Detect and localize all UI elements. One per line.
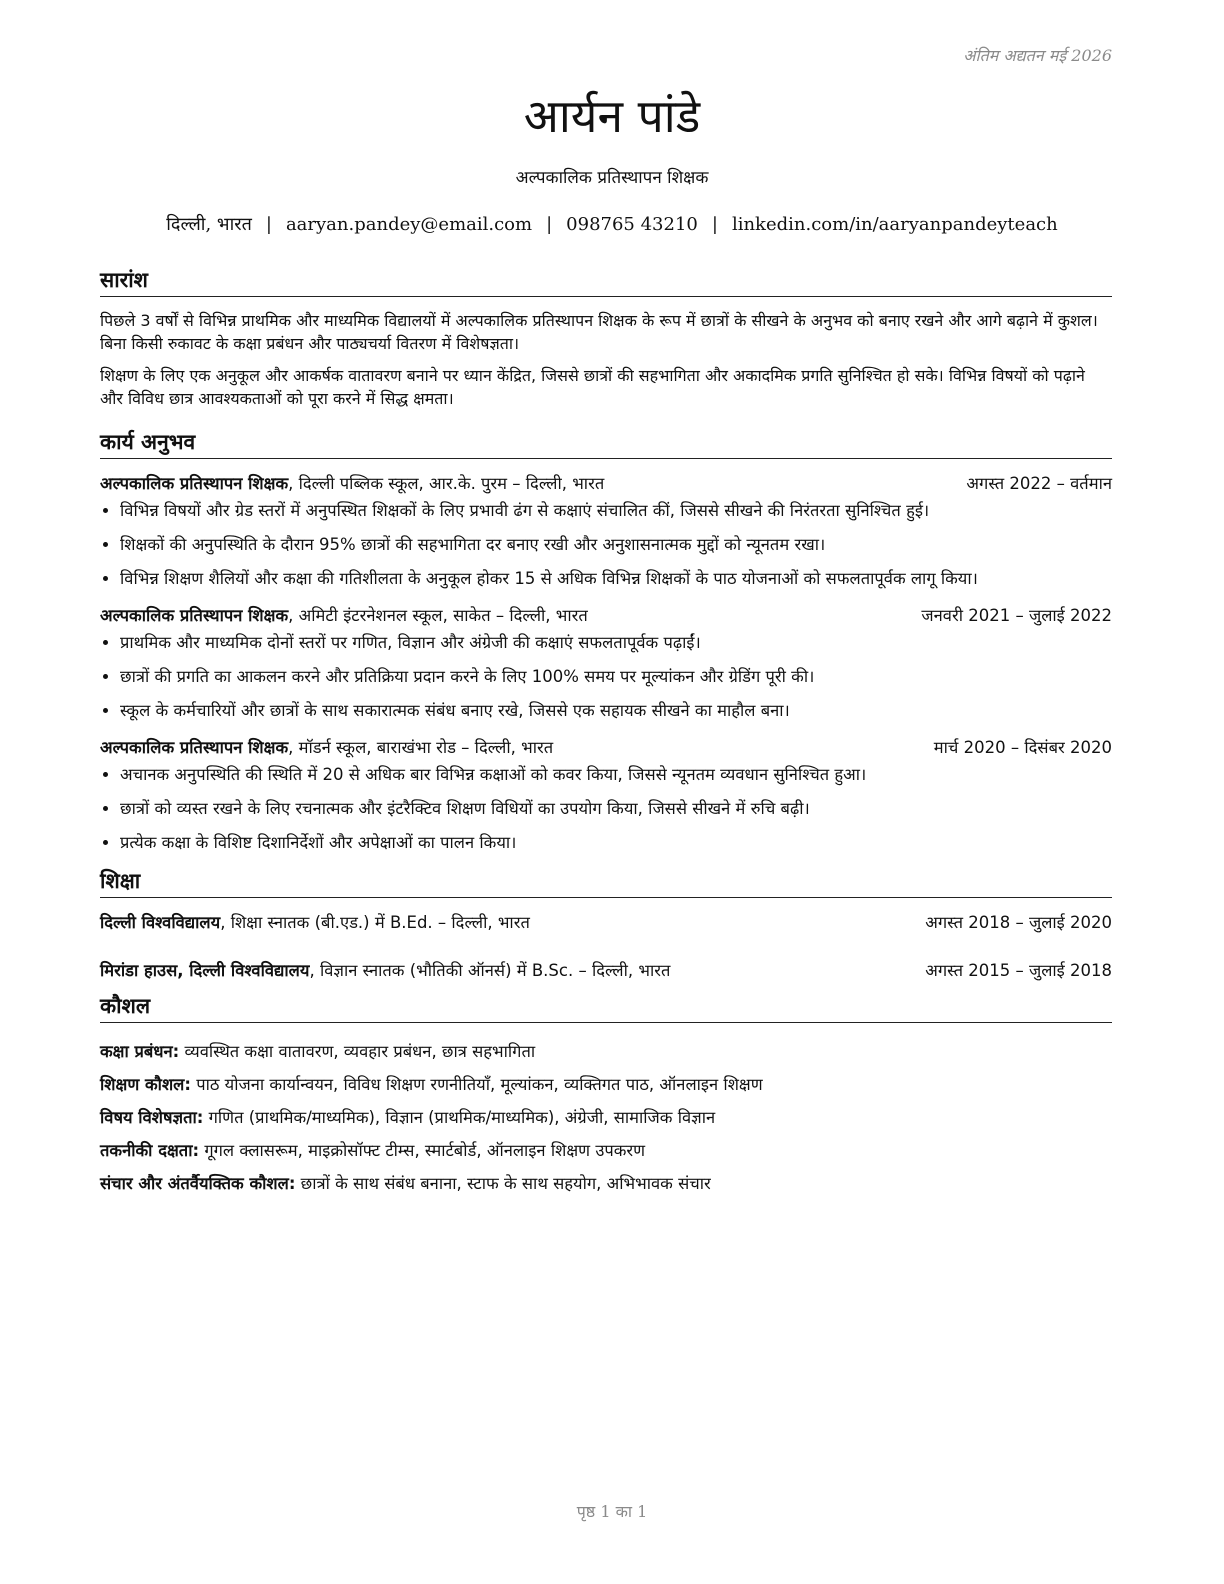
job-bullet: • स्कूल के कर्मचारियों और छात्रों के साथ सकारात्मक संबंध बनाए रखे, जिससे एक सहायक सीखने का माहौल बना।: [120, 699, 1112, 723]
contact-phone[interactable]: 098765 43210: [566, 214, 698, 235]
contact-location: दिल्ली, भारत: [166, 214, 252, 235]
job-entry: [100, 603, 1112, 723]
education-school: मिरांडा हाउस, दिल्ली विश्वविद्यालय: [100, 961, 310, 980]
education-section: [100, 867, 1112, 984]
skills-section: [100, 992, 1112, 1200]
job-bullets: [100, 499, 1112, 591]
job-place: , दिल्ली पब्लिक स्कूल, आर.के. पुरम – दिल्ली, भारत: [288, 474, 605, 493]
job-bullet: • छात्रों की प्रगति का आकलन करने और प्रतिक्रिया प्रदान करने के लिए 100% समय पर मूल्यांकन और ग्रेडिंग पूरी की।: [120, 665, 1112, 689]
job-role: अल्पकालिक प्रतिस्थापन शिक्षक: [100, 606, 289, 625]
job-bullet: • अचानक अनुपस्थिति की स्थिति में 20 से अधिक बार विभिन्न कक्षाओं को कवर किया, जिससे न्यूनतम व्यवधान सुनिश्चित हुआ।: [120, 763, 1112, 787]
candidate-role: अल्पकालिक प्रतिस्थापन शिक्षक: [515, 168, 709, 188]
job-bullet: • शिक्षकों की अनुपस्थिति के दौरान 95% छात्रों की सहभागिता दर बनाए रखी और अनुशासनात्मक मुद्दों को न्यूनतम रखा।: [120, 533, 1112, 557]
job-place: , मॉडर्न स्कूल, बाराखंभा रोड – दिल्ली, भारत: [288, 738, 554, 757]
job-entry: [100, 471, 1112, 591]
job-header: [100, 603, 1112, 629]
skill-row: [100, 1035, 1112, 1068]
education-school: दिल्ली विश्वविद्यालय: [100, 913, 221, 932]
resume-body: [100, 266, 1112, 1200]
summary-paragraph: शिक्षण के लिए एक अनुकूल और आकर्षक वातावरण बनाने पर ध्यान केंद्रित, जिससे छात्रों की सहभागिता और अकादमिक प्रगति सुनिश्चित हो सके। विभिन्न विषयों को पढ़ाने और विविध छात्र आवश्यकताओं को पूरा करने में सिद्ध क्षमता।: [100, 366, 1085, 408]
skills-heading: कौशल: [100, 992, 1112, 1023]
contact-linkedin[interactable]: linkedin.com/in/aaryanpandeyteach: [731, 214, 1058, 235]
last-updated: अंतिम अद्यतन मई 2026: [963, 46, 1112, 65]
skill-row: [100, 1068, 1112, 1101]
skill-label: तकनीकी दक्षता:: [100, 1141, 200, 1160]
job-dates: मार्च 2020 – दिसंबर 2020: [933, 738, 1112, 757]
skill-label: संचार और अंतर्वैयक्तिक कौशल:: [100, 1174, 296, 1193]
skill-label: शिक्षण कौशल:: [100, 1075, 191, 1094]
skill-label: कक्षा प्रबंधन:: [100, 1042, 180, 1061]
job-header: [100, 735, 1112, 761]
job-bullet: • प्राथमिक और माध्यमिक दोनों स्तरों पर गणित, विज्ञान और अंग्रेजी की कक्षाएं सफलतापूर्वक पढ़ाईं।: [120, 631, 1112, 655]
experience-section: [100, 428, 1112, 855]
contact-separator: |: [546, 214, 553, 235]
education-entry: [100, 958, 1112, 984]
skill-value: व्यवस्थित कक्षा वातावरण, व्यवहार प्रबंधन, छात्र सहभागिता: [179, 1042, 536, 1061]
skill-row: [100, 1167, 1112, 1200]
skill-row: [100, 1101, 1112, 1134]
job-entry: [100, 735, 1112, 855]
education-degree: , विज्ञान स्नातक (भौतिकी ऑनर्स) में B.Sc. – दिल्ली, भारत: [309, 961, 671, 980]
experience-heading: कार्य अनुभव: [100, 428, 1112, 459]
summary-paragraph: पिछले 3 वर्षों से विभिन्न प्राथमिक और माध्यमिक विद्यालयों में अल्पकालिक प्रतिस्थापन शिक्षक के रूप में छात्रों के सीखने के अनुभव को बनाए रखने और आगे बढ़ाने में कुशल। बिना किसी रुकावट के कक्षा प्रबंधन और पाठ्यचर्या वितरण में विशेषज्ञता।: [100, 311, 1098, 353]
job-dates: जनवरी 2021 – जुलाई 2022: [921, 606, 1112, 625]
education-entry: [100, 910, 1112, 936]
contact-line: [0, 212, 1224, 238]
job-bullets: [100, 631, 1112, 723]
skill-row: [100, 1134, 1112, 1167]
skill-value: गूगल क्लासरूम, माइक्रोसॉफ्ट टीम्स, स्मार्टबोर्ड, ऑनलाइन शिक्षण उपकरण: [199, 1141, 646, 1160]
contact-email[interactable]: aaryan.pandey@email.com: [285, 214, 533, 235]
job-header: [100, 471, 1112, 497]
education-heading: शिक्षा: [100, 867, 1112, 898]
job-dates: अगस्त 2022 – वर्तमान: [966, 474, 1112, 493]
education-dates: अगस्त 2018 – जुलाई 2020: [925, 913, 1112, 932]
job-place: , अमिटी इंटरनेशनल स्कूल, साकेत – दिल्ली, भारत: [288, 606, 588, 625]
job-bullet: • छात्रों को व्यस्त रखने के लिए रचनात्मक और इंटरैक्टिव शिक्षण विधियों का उपयोग किया, जिससे सीखने में रुचि बढ़ी।: [120, 797, 1112, 821]
education-degree: , शिक्षा स्नातक (बी.एड.) में B.Ed. – दिल्ली, भारत: [220, 913, 530, 932]
job-bullets: [100, 763, 1112, 855]
skill-value: पाठ योजना कार्यान्वयन, विविध शिक्षण रणनीतियाँ, मूल्यांकन, व्यक्तिगत पाठ, ऑनलाइन शिक्षण: [190, 1075, 763, 1094]
skill-value: गणित (प्राथमिक/माध्यमिक), विज्ञान (प्राथमिक/माध्यमिक), अंग्रेजी, सामाजिक विज्ञान: [203, 1108, 716, 1127]
contact-separator: |: [265, 214, 272, 235]
job-bullet: • विभिन्न शिक्षण शैलियों और कक्षा की गतिशीलता के अनुकूल होकर 15 से अधिक विभिन्न शिक्षकों के पाठ योजनाओं को सफलतापूर्वक लागू किया।: [120, 567, 1112, 591]
candidate-name: आर्यन पांडे: [523, 89, 701, 143]
skill-value: छात्रों के साथ संबंध बनाना, स्टाफ के साथ सहयोग, अभिभावक संचार: [295, 1174, 711, 1193]
contact-separator: |: [711, 214, 718, 235]
resume-header: [0, 86, 1224, 238]
summary-section: [100, 266, 1112, 410]
job-role: अल्पकालिक प्रतिस्थापन शिक्षक: [100, 474, 289, 493]
page-number: पृष्ठ 1 का 1: [576, 1502, 648, 1521]
job-role: अल्पकालिक प्रतिस्थापन शिक्षक: [100, 738, 289, 757]
summary-heading: सारांश: [100, 266, 1112, 297]
skill-label: विषय विशेषज्ञता:: [100, 1108, 204, 1127]
job-bullet: • विभिन्न विषयों और ग्रेड स्तरों में अनुपस्थित शिक्षकों के लिए प्रभावी ढंग से कक्षाएं संचालित कीं, जिससे सीखने की निरंतरता सुनिश्चित हुई।: [120, 499, 1112, 523]
job-bullet: • प्रत्येक कक्षा के विशिष्ट दिशानिर्देशों और अपेक्षाओं का पालन किया।: [120, 831, 1112, 855]
education-dates: अगस्त 2015 – जुलाई 2018: [925, 961, 1112, 980]
